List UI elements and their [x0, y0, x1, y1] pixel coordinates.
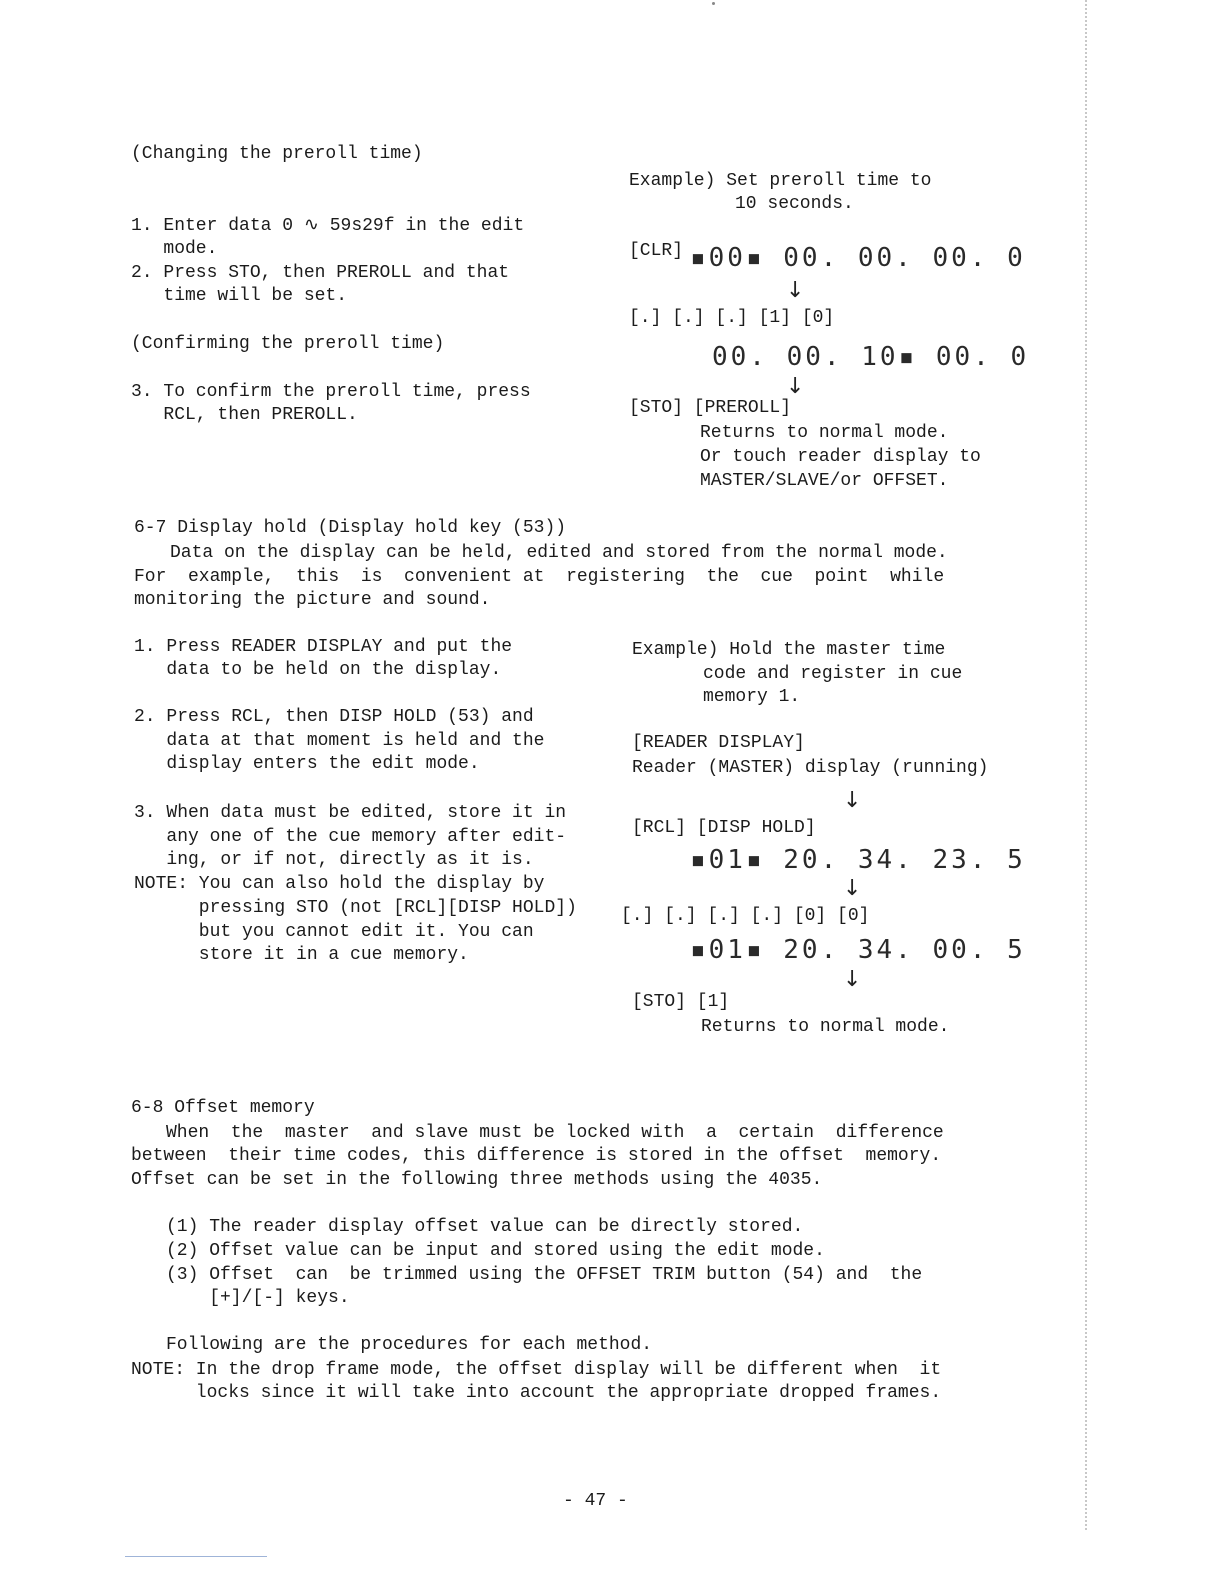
down-arrow-icon: ↓ — [843, 876, 862, 901]
down-arrow-icon: ↓ — [786, 374, 805, 399]
example2-reader-description: Reader (MASTER) display (running) — [632, 758, 989, 778]
offset-note-line1: NOTE: In the drop frame mode, the offset display will be different when it — [131, 1360, 942, 1380]
page-number: - 47 - — [563, 1491, 628, 1511]
preroll-step3-line1: 3. To confirm the preroll time, press — [131, 382, 531, 402]
down-arrow-icon: ↓ — [843, 788, 862, 813]
offset-method-3-line1: (3) Offset can be trimmed using the OFFSET TRIM button (54) and the — [166, 1265, 923, 1285]
example1-clr-key: [CLR] — [629, 241, 684, 261]
section-6-7-para-line1: Data on the display can be held, edited and stored from the normal mode. — [170, 543, 948, 563]
section-6-7-para-line3: monitoring the picture and sound. — [134, 590, 491, 610]
example1-display-entered: 00. 00. 10▪ 00. 0 — [712, 342, 1030, 372]
hold-step1-line1: 1. Press READER DISPLAY and put the — [134, 637, 513, 657]
example1-sto-preroll-keys: [STO] [PREROLL] — [629, 398, 792, 418]
preroll-step2-line1: 2. Press STO, then PREROLL and that — [131, 263, 510, 283]
example2-reader-display-key: [READER DISPLAY] — [632, 733, 805, 753]
hold-note-line3: but you cannot edit it. You can — [134, 922, 534, 942]
example2-sto-1-keys: [STO] [1] — [632, 992, 730, 1012]
hold-step3-line2: any one of the cue memory after edit- — [134, 827, 567, 847]
example2-display-held: ▪01▪ 20. 34. 23. 5 — [690, 845, 1026, 875]
page-edge-dotted-line — [1085, 0, 1087, 1530]
hold-step3-line3: ing, or if not, directly as it is. — [134, 850, 534, 870]
hold-step2-line1: 2. Press RCL, then DISP HOLD (53) and — [134, 707, 534, 727]
changing-preroll-heading: (Changing the preroll time) — [131, 144, 423, 164]
offset-note-line2: locks since it will take into account the appropriate dropped frames. — [131, 1383, 942, 1403]
preroll-step1-line1: 1. Enter data 0 ∿ 59s29f in the edit — [131, 216, 525, 236]
example2-result: Returns to normal mode. — [701, 1017, 950, 1037]
example2-dot-keys: [.] [.] [.] [.] [0] [0] — [621, 906, 870, 926]
scan-speck — [712, 2, 715, 5]
example1-result-line1: Returns to normal mode. — [700, 423, 949, 443]
example1-title-line1: Example) Set preroll time to — [629, 171, 932, 191]
preroll-step1-line2: mode. — [131, 239, 218, 259]
section-6-8-heading: 6-8 Offset memory — [131, 1098, 315, 1118]
confirming-preroll-heading: (Confirming the preroll time) — [131, 334, 445, 354]
section-6-8-para-line3: Offset can be set in the following three methods using the 4035. — [131, 1170, 823, 1190]
example2-title-line2: code and register in cue — [703, 664, 963, 684]
hold-note-line4: store it in a cue memory. — [134, 945, 469, 965]
hold-step1-line2: data to be held on the display. — [134, 660, 502, 680]
example2-rcl-disp-hold-keys: [RCL] [DISP HOLD] — [632, 818, 816, 838]
preroll-step2-line2: time will be set. — [131, 286, 348, 306]
offset-method-2: (2) Offset value can be input and stored using the edit mode. — [166, 1241, 825, 1261]
offset-method-1: (1) The reader display offset value can be directly stored. — [166, 1217, 804, 1237]
example1-result-line3: MASTER/SLAVE/or OFFSET. — [700, 471, 949, 491]
down-arrow-icon: ↓ — [843, 967, 862, 992]
example1-result-line2: Or touch reader display to — [700, 447, 981, 467]
hold-note-line1: NOTE: You can also hold the display by — [134, 874, 545, 894]
example1-display-cleared: ▪00▪ 00. 00. 00. 0 — [690, 243, 1026, 273]
hold-step3-line1: 3. When data must be edited, store it in — [134, 803, 567, 823]
section-6-8-para-line1: When the master and slave must be locked with a certain difference — [166, 1123, 944, 1143]
hold-note-line2: pressing STO (not [RCL][DISP HOLD]) — [134, 898, 577, 918]
preroll-step3-line2: RCL, then PREROLL. — [131, 405, 358, 425]
section-6-8-para-line2: between their time codes, this difference is stored in the offset memory. — [131, 1146, 942, 1166]
offset-following-text: Following are the procedures for each method. — [166, 1335, 653, 1355]
hold-step2-line2: data at that moment is held and the — [134, 731, 545, 751]
down-arrow-icon: ↓ — [786, 278, 805, 303]
hold-step2-line3: display enters the edit mode. — [134, 754, 480, 774]
example2-title-line1: Example) Hold the master time — [632, 640, 946, 660]
example1-title-line2: 10 seconds. — [735, 194, 854, 214]
footer-underline — [125, 1556, 267, 1557]
offset-method-3-line2: [+]/[-] keys. — [166, 1288, 350, 1308]
section-6-7-heading: 6-7 Display hold (Display hold key (53)) — [134, 518, 567, 538]
section-6-7-para-line2: For example, this is convenient at registering the cue point while — [134, 567, 945, 587]
example1-dot-keys: [.] [.] [.] [1] [0] — [629, 308, 835, 328]
example2-title-line3: memory 1. — [703, 687, 801, 707]
example2-display-edited: ▪01▪ 20. 34. 00. 5 — [690, 935, 1026, 965]
